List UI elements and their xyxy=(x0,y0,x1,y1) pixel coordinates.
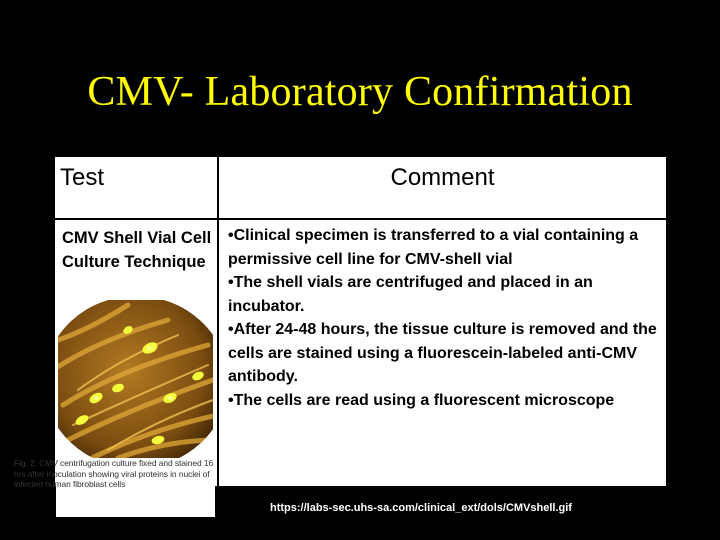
comment-bullet-4: •The cells are read using a fluorescent microscope xyxy=(228,391,615,409)
header-test: Test xyxy=(60,164,105,191)
table-column-divider xyxy=(217,157,219,486)
comment-cell xyxy=(228,224,664,412)
fluorescence-micrograph-image xyxy=(58,300,213,458)
table-header-divider xyxy=(55,218,666,220)
comment-bullet-1: •Clinical specimen is transferred to a vial containing a permissive cell line for CMV-shell vial xyxy=(228,227,639,268)
source-url: https://labs-sec.uhs-sa.com/clinical_ext/dols/CMVshell.gif xyxy=(270,502,572,514)
comment-bullet-2: •The shell vials are centrifuged and placed in an incubator. xyxy=(228,274,593,315)
header-comment: Comment xyxy=(390,164,495,191)
comment-bullet-3: •After 24-48 hours, the tissue culture is removed and the cells are stained using a fluorescein-labeled anti-CMV antibody. xyxy=(228,321,657,385)
test-name-cell: CMV Shell Vial Cell Culture Technique xyxy=(62,229,212,271)
figure-caption: Fig. 2. CMV centrifugation culture fixed and stained 16 hrs after inoculation showing viral proteins in nuclei of infected human fibroblast cells xyxy=(14,458,214,490)
slide-title: CMV- Laboratory Confirmation xyxy=(87,69,633,115)
